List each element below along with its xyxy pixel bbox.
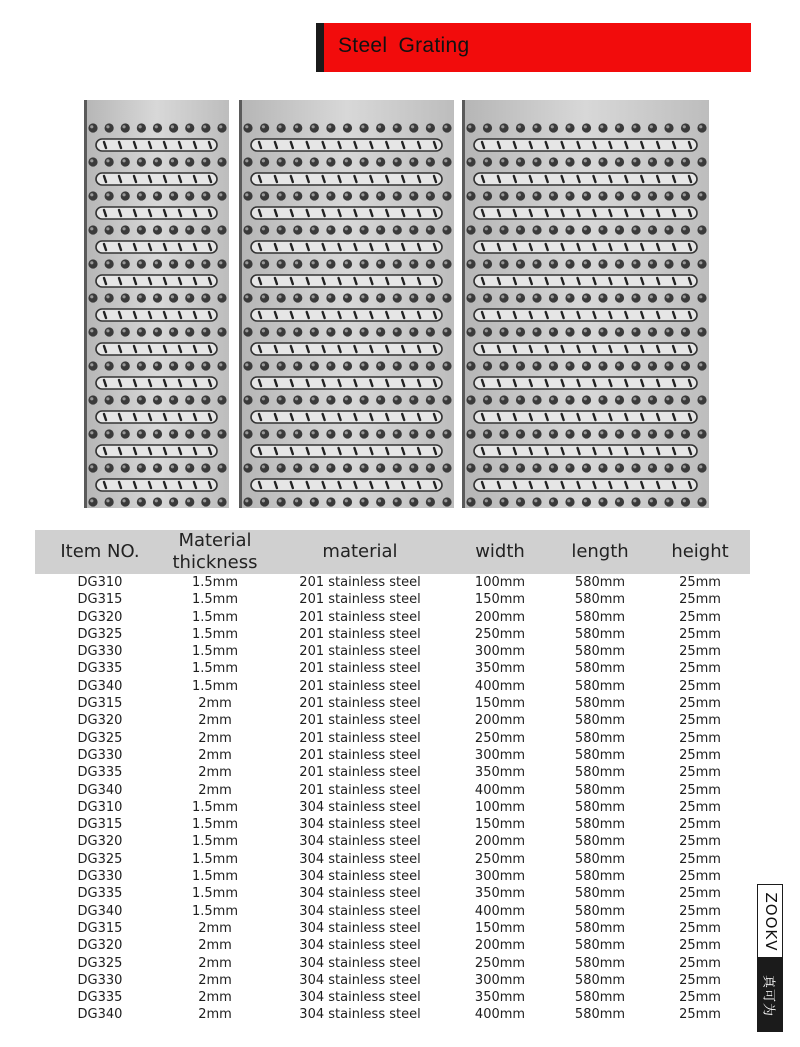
cell-item-no: DG340	[77, 1007, 123, 1023]
grating-images	[84, 100, 709, 508]
cell-width: 150mm	[474, 592, 526, 608]
cell-item-no: DG325	[77, 730, 123, 746]
cell-length: 580mm	[574, 575, 626, 590]
cell-height: 25mm	[679, 713, 721, 729]
cell-width: 250mm	[474, 730, 526, 746]
cell-item-no: DG335	[77, 661, 123, 677]
cell-height: 25mm	[679, 972, 721, 988]
cell-width: 200mm	[474, 834, 526, 850]
cell-item-no: DG330	[77, 972, 123, 988]
cell-thickness: 1.5mm	[191, 661, 238, 677]
cell-thickness: 1.5mm	[191, 626, 238, 642]
cell-item-no: DG325	[77, 955, 123, 971]
cell-material: 304 stainless steel	[299, 851, 421, 867]
cell-width: 400mm	[474, 678, 526, 694]
cell-length: 580mm	[574, 817, 626, 833]
cell-item-no: DG335	[77, 765, 123, 781]
header-material: material	[322, 541, 398, 562]
cell-height: 25mm	[679, 990, 721, 1006]
cell-item-no: DG315	[77, 817, 123, 833]
cell-thickness: 1.5mm	[191, 851, 238, 867]
cell-width: 150mm	[474, 920, 526, 936]
cell-width: 200mm	[474, 713, 526, 729]
cell-thickness: 1.5mm	[191, 817, 238, 833]
cell-item-no: DG320	[77, 938, 123, 954]
cell-length: 580mm	[574, 626, 626, 642]
cell-length: 580mm	[574, 869, 626, 885]
cell-height: 25mm	[679, 834, 721, 850]
cell-width: 300mm	[474, 869, 526, 885]
cell-length: 580mm	[574, 799, 626, 815]
cell-length: 580mm	[574, 782, 626, 798]
cell-length: 580mm	[574, 678, 626, 694]
cell-item-no: DG340	[77, 903, 123, 919]
cell-material: 201 stainless steel	[299, 730, 421, 746]
cell-thickness: 1.5mm	[191, 886, 238, 902]
cell-height: 25mm	[679, 955, 721, 971]
cell-item-no: DG320	[77, 609, 123, 625]
cell-length: 580mm	[574, 730, 626, 746]
cell-height: 25mm	[679, 782, 721, 798]
cell-thickness: 1.5mm	[191, 799, 238, 815]
cell-thickness: 2mm	[198, 730, 232, 746]
table-row	[35, 903, 750, 920]
table-body	[35, 574, 750, 1024]
cell-item-no: DG320	[77, 713, 123, 729]
cell-length: 580mm	[574, 955, 626, 971]
cell-material: 304 stainless steel	[299, 903, 421, 919]
cell-height: 25mm	[679, 644, 721, 660]
table-row	[35, 868, 750, 885]
cell-material: 201 stainless steel	[299, 713, 421, 729]
cell-height: 25mm	[679, 678, 721, 694]
cell-width: 400mm	[474, 903, 526, 919]
brand-logo-top	[757, 884, 783, 958]
cell-height: 25mm	[679, 851, 721, 867]
cell-length: 580mm	[574, 696, 626, 712]
cell-thickness: 2mm	[198, 955, 232, 971]
cell-thickness: 1.5mm	[191, 869, 238, 885]
cell-length: 580mm	[574, 903, 626, 919]
cell-material: 201 stainless steel	[299, 609, 421, 625]
cell-width: 250mm	[474, 626, 526, 642]
cell-length: 580mm	[574, 713, 626, 729]
cell-height: 25mm	[679, 886, 721, 902]
cell-thickness: 2mm	[198, 696, 232, 712]
cell-length: 580mm	[574, 1007, 626, 1023]
cell-thickness: 1.5mm	[191, 575, 238, 590]
cell-width: 350mm	[474, 765, 526, 781]
table-row	[35, 678, 750, 695]
table-header	[35, 530, 750, 574]
cell-width: 200mm	[474, 609, 526, 625]
cell-material: 304 stainless steel	[299, 1007, 421, 1023]
cell-material: 304 stainless steel	[299, 834, 421, 850]
cell-item-no: DG320	[77, 834, 123, 850]
cell-width: 250mm	[474, 955, 526, 971]
cell-material: 304 stainless steel	[299, 938, 421, 954]
cell-length: 580mm	[574, 972, 626, 988]
cell-item-no: DG315	[77, 696, 123, 712]
cell-item-no: DG315	[77, 920, 123, 936]
header-height: height	[671, 541, 729, 562]
cell-material: 201 stainless steel	[299, 782, 421, 798]
cell-material: 201 stainless steel	[299, 644, 421, 660]
cell-height: 25mm	[679, 626, 721, 642]
cell-item-no: DG325	[77, 626, 123, 642]
cell-thickness: 1.5mm	[191, 903, 238, 919]
cell-item-no: DG335	[77, 886, 123, 902]
cell-thickness: 2mm	[198, 1007, 232, 1023]
table-row	[35, 955, 750, 972]
cell-width: 200mm	[474, 938, 526, 954]
cell-width: 350mm	[474, 990, 526, 1006]
cell-height: 25mm	[679, 799, 721, 815]
cell-item-no: DG330	[77, 644, 123, 660]
cell-thickness: 2mm	[198, 972, 232, 988]
cell-material: 304 stainless steel	[299, 955, 421, 971]
cell-length: 580mm	[574, 990, 626, 1006]
cell-material: 304 stainless steel	[299, 817, 421, 833]
cell-thickness: 1.5mm	[191, 644, 238, 660]
header-material-thickness: Material thickness	[172, 530, 258, 573]
cell-thickness: 1.5mm	[191, 678, 238, 694]
cell-thickness: 2mm	[198, 782, 232, 798]
cell-material: 201 stainless steel	[299, 696, 421, 712]
table-row	[35, 609, 750, 626]
table-row	[35, 626, 750, 643]
cell-item-no: DG330	[77, 747, 123, 763]
cell-thickness: 2mm	[198, 990, 232, 1006]
cell-width: 350mm	[474, 661, 526, 677]
cell-item-no: DG340	[77, 782, 123, 798]
cell-item-no: DG310	[77, 799, 123, 815]
cell-thickness: 2mm	[198, 938, 232, 954]
cell-item-no: DG335	[77, 990, 123, 1006]
table-row	[35, 643, 750, 660]
cell-material: 201 stainless steel	[299, 626, 421, 642]
spec-table	[35, 530, 750, 1024]
table-row	[35, 695, 750, 712]
cell-item-no: DG340	[77, 678, 123, 694]
grating-image-large	[462, 100, 709, 508]
cell-thickness: 1.5mm	[191, 592, 238, 608]
cell-width: 350mm	[474, 886, 526, 902]
cell-length: 580mm	[574, 834, 626, 850]
cell-width: 300mm	[474, 972, 526, 988]
table-row	[35, 782, 750, 799]
cell-material: 304 stainless steel	[299, 972, 421, 988]
cell-height: 25mm	[679, 730, 721, 746]
cell-item-no: DG310	[77, 575, 123, 590]
cell-material: 201 stainless steel	[299, 765, 421, 781]
cell-thickness: 1.5mm	[191, 609, 238, 625]
cell-item-no: DG330	[77, 869, 123, 885]
cell-thickness: 2mm	[198, 765, 232, 781]
table-row	[35, 833, 750, 850]
cell-material: 201 stainless steel	[299, 592, 421, 608]
cell-thickness: 2mm	[198, 920, 232, 936]
cell-height: 25mm	[679, 920, 721, 936]
cell-width: 250mm	[474, 851, 526, 867]
cell-length: 580mm	[574, 609, 626, 625]
cell-width: 300mm	[474, 747, 526, 763]
table-row	[35, 851, 750, 868]
header-item-no: Item NO.	[60, 541, 140, 562]
grating-image-medium	[239, 100, 454, 508]
cell-length: 580mm	[574, 661, 626, 677]
cell-length: 580mm	[574, 851, 626, 867]
cell-length: 580mm	[574, 938, 626, 954]
table-row	[35, 747, 750, 764]
cell-height: 25mm	[679, 903, 721, 919]
table-row	[35, 920, 750, 937]
table-row	[35, 730, 750, 747]
cell-height: 25mm	[679, 575, 721, 590]
grating-image-small	[84, 100, 229, 508]
title-banner	[316, 23, 751, 72]
brand-logo	[757, 884, 783, 1032]
page-title: Steel Grating	[338, 34, 470, 57]
cell-length: 580mm	[574, 886, 626, 902]
table-row	[35, 816, 750, 833]
cell-item-no: DG325	[77, 851, 123, 867]
cell-material: 201 stainless steel	[299, 678, 421, 694]
cell-material: 304 stainless steel	[299, 920, 421, 936]
cell-material: 304 stainless steel	[299, 990, 421, 1006]
cell-material: 201 stainless steel	[299, 747, 421, 763]
cell-length: 580mm	[574, 920, 626, 936]
table-row	[35, 591, 750, 608]
cell-thickness: 1.5mm	[191, 834, 238, 850]
cell-height: 25mm	[679, 747, 721, 763]
cell-material: 304 stainless steel	[299, 799, 421, 815]
brand-chinese-text: 真可为	[760, 974, 776, 1018]
cell-height: 25mm	[679, 696, 721, 712]
table-row	[35, 574, 750, 591]
cell-length: 580mm	[574, 592, 626, 608]
cell-length: 580mm	[574, 765, 626, 781]
cell-thickness: 2mm	[198, 713, 232, 729]
cell-height: 25mm	[679, 592, 721, 608]
cell-height: 25mm	[679, 661, 721, 677]
cell-height: 25mm	[679, 765, 721, 781]
cell-material: 304 stainless steel	[299, 886, 421, 902]
cell-height: 25mm	[679, 938, 721, 954]
table-row	[35, 712, 750, 729]
cell-width: 100mm	[474, 575, 526, 590]
cell-material: 304 stainless steel	[299, 869, 421, 885]
table-row	[35, 937, 750, 954]
header-length: length	[571, 541, 629, 562]
cell-item-no: DG315	[77, 592, 123, 608]
cell-height: 25mm	[679, 817, 721, 833]
cell-height: 25mm	[679, 609, 721, 625]
cell-width: 100mm	[474, 799, 526, 815]
cell-width: 150mm	[474, 817, 526, 833]
table-row	[35, 885, 750, 902]
cell-height: 25mm	[679, 1007, 721, 1023]
table-row	[35, 972, 750, 989]
cell-length: 580mm	[574, 644, 626, 660]
cell-width: 300mm	[474, 644, 526, 660]
cell-material: 201 stainless steel	[299, 661, 421, 677]
brand-logo-text: ZOOKV	[762, 892, 780, 952]
table-row	[35, 799, 750, 816]
cell-height: 25mm	[679, 869, 721, 885]
cell-width: 400mm	[474, 1007, 526, 1023]
table-row	[35, 660, 750, 677]
cell-material: 201 stainless steel	[299, 575, 421, 590]
table-row	[35, 1006, 750, 1023]
header-width: width	[475, 541, 525, 562]
cell-thickness: 2mm	[198, 747, 232, 763]
table-row	[35, 764, 750, 781]
table-row	[35, 989, 750, 1006]
cell-width: 150mm	[474, 696, 526, 712]
cell-length: 580mm	[574, 747, 626, 763]
cell-width: 400mm	[474, 782, 526, 798]
